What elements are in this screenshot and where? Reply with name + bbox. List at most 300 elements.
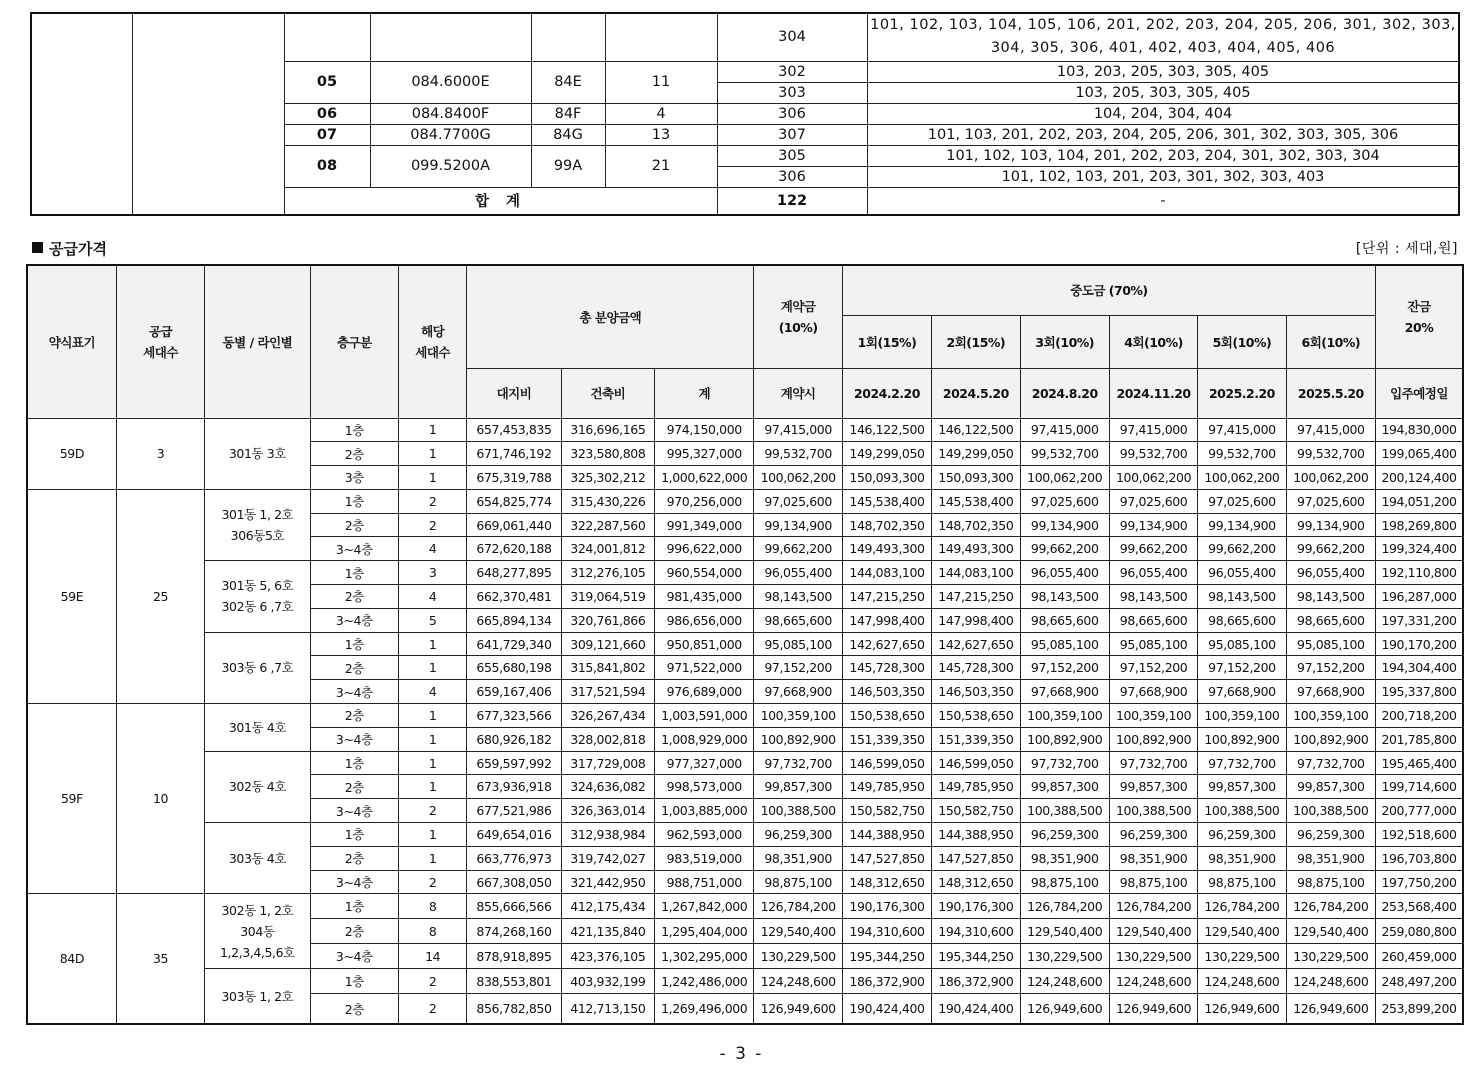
price-cell: 312,276,105 xyxy=(561,561,654,585)
table-row xyxy=(27,894,1463,919)
count-cell: 11 xyxy=(605,61,717,103)
price-cell: 96,259,300 xyxy=(1198,823,1286,847)
type-cell: 59E xyxy=(27,489,116,703)
count-cell: 13 xyxy=(605,124,717,145)
type-cell: 84F xyxy=(531,103,605,124)
header-type: 약식표기 xyxy=(27,265,116,418)
header-balance-when: 입주예정일 xyxy=(1376,368,1463,418)
units-cell: 1 xyxy=(399,704,467,728)
price-cell: 129,540,400 xyxy=(1109,919,1197,944)
price-cell: 99,662,200 xyxy=(1286,537,1375,561)
price-cell: 144,388,950 xyxy=(842,823,931,847)
type-cell: 84E xyxy=(531,61,605,103)
units-cell: 14 xyxy=(399,944,467,969)
price-cell: 201,785,800 xyxy=(1376,727,1463,751)
price-cell: 315,430,226 xyxy=(561,489,654,513)
price-cell: 655,680,198 xyxy=(467,656,561,680)
price-cell: 195,344,250 xyxy=(842,944,931,969)
dong-line-cell: 303동 1, 2호 xyxy=(205,969,310,1024)
units-cell: 1 xyxy=(399,727,467,751)
price-cell: 96,259,300 xyxy=(1020,823,1109,847)
supply-cell: 10 xyxy=(116,704,204,894)
price-cell: 99,532,700 xyxy=(1020,442,1109,466)
price-cell: 146,122,500 xyxy=(932,418,1020,442)
price-cell: 186,372,900 xyxy=(932,969,1020,994)
price-cell: 99,134,900 xyxy=(1198,513,1286,537)
dong-line-cell: 302동 4호 xyxy=(205,751,310,822)
price-cell: 970,256,000 xyxy=(655,489,754,513)
dong-line-cell: 302동 1, 2호 304동 1,2,3,4,5,6호 xyxy=(205,894,310,969)
price-cell: 98,143,500 xyxy=(1198,585,1286,609)
price-cell: 423,376,105 xyxy=(561,944,654,969)
price-cell: 100,892,900 xyxy=(1020,727,1109,751)
header-deposit: 계약금 (10%) xyxy=(754,265,842,368)
price-cell: 97,668,900 xyxy=(754,680,842,704)
floor-cell: 3~4층 xyxy=(310,680,398,704)
price-cell: 100,062,200 xyxy=(1020,466,1109,490)
model-code-cell: 099.5200A xyxy=(370,145,531,187)
price-cell: 98,143,500 xyxy=(1020,585,1109,609)
total-dong: - xyxy=(867,187,1459,215)
model-code-cell: 084.6000E xyxy=(370,61,531,103)
price-cell: 667,308,050 xyxy=(467,870,561,894)
header-total-price: 총 분양금액 xyxy=(467,265,754,368)
price-cell: 662,370,481 xyxy=(467,585,561,609)
price-cell: 1,242,486,000 xyxy=(655,969,754,994)
price-cell: 960,554,000 xyxy=(655,561,754,585)
price-cell: 148,312,650 xyxy=(842,870,931,894)
price-cell: 199,714,600 xyxy=(1376,775,1463,799)
blank-cell xyxy=(284,13,370,61)
price-cell: 326,363,014 xyxy=(561,799,654,823)
units-cell: 2 xyxy=(399,870,467,894)
price-cell: 96,055,400 xyxy=(1198,561,1286,585)
header-supply: 공급 세대수 xyxy=(116,265,204,418)
count-cell: 21 xyxy=(605,145,717,187)
header-d1: 2024.2.20 xyxy=(842,368,931,418)
header-floor: 층구분 xyxy=(310,265,398,418)
price-cell: 145,538,400 xyxy=(842,489,931,513)
price-cell: 99,857,300 xyxy=(1109,775,1197,799)
price-cell: 124,248,600 xyxy=(1198,969,1286,994)
price-cell: 995,327,000 xyxy=(655,442,754,466)
floor-cell: 1층 xyxy=(310,823,398,847)
price-cell: 151,339,350 xyxy=(932,727,1020,751)
price-cell: 309,121,660 xyxy=(561,632,654,656)
price-cell: 99,857,300 xyxy=(1198,775,1286,799)
price-cell: 192,110,800 xyxy=(1376,561,1463,585)
price-cell: 97,025,600 xyxy=(1286,489,1375,513)
price-cell: 99,857,300 xyxy=(1286,775,1375,799)
price-cell: 147,215,250 xyxy=(932,585,1020,609)
price-cell: 200,718,200 xyxy=(1376,704,1463,728)
price-cell: 324,001,812 xyxy=(561,537,654,561)
price-cell: 147,215,250 xyxy=(842,585,931,609)
price-cell: 151,339,350 xyxy=(842,727,931,751)
floor-cell: 3~4층 xyxy=(310,870,398,894)
price-cell: 98,875,100 xyxy=(1198,870,1286,894)
floor-cell: 1층 xyxy=(310,969,398,994)
price-cell: 96,259,300 xyxy=(1109,823,1197,847)
price-cell: 148,312,650 xyxy=(932,870,1020,894)
price-cell: 996,622,000 xyxy=(655,537,754,561)
price-cell: 126,784,200 xyxy=(1286,894,1375,919)
price-cell: 194,310,600 xyxy=(932,919,1020,944)
units-cell: 1 xyxy=(399,846,467,870)
price-cell: 150,538,650 xyxy=(842,704,931,728)
price-cell: 324,636,082 xyxy=(561,775,654,799)
floor-cell: 2층 xyxy=(310,846,398,870)
floor-cell: 2층 xyxy=(310,442,398,466)
floor-cell: 2층 xyxy=(310,994,398,1024)
price-cell: 100,062,200 xyxy=(1109,466,1197,490)
price-cell: 100,892,900 xyxy=(1109,727,1197,751)
price-cell: 98,875,100 xyxy=(1109,870,1197,894)
price-cell: 129,540,400 xyxy=(1286,919,1375,944)
price-cell: 259,080,800 xyxy=(1376,919,1463,944)
floor-cell: 2층 xyxy=(310,656,398,680)
price-cell: 97,025,600 xyxy=(1109,489,1197,513)
price-cell: 322,287,560 xyxy=(561,513,654,537)
unit-label: [단위 : 세대,원] xyxy=(1355,241,1458,257)
price-cell: 97,732,700 xyxy=(1109,751,1197,775)
price-cell: 403,932,199 xyxy=(561,969,654,994)
price-cell: 97,668,900 xyxy=(1109,680,1197,704)
price-cell: 97,668,900 xyxy=(1020,680,1109,704)
dong-cell: 307 xyxy=(717,124,867,145)
header-m6: 6회(10%) xyxy=(1286,315,1375,368)
price-cell: 144,388,950 xyxy=(932,823,1020,847)
price-cell: 253,899,200 xyxy=(1376,994,1463,1024)
price-cell: 654,825,774 xyxy=(467,489,561,513)
price-cell: 95,085,100 xyxy=(1109,632,1197,656)
price-cell: 145,728,300 xyxy=(842,656,931,680)
floor-cell: 3~4층 xyxy=(310,537,398,561)
price-cell: 98,351,900 xyxy=(1286,846,1375,870)
price-cell: 677,323,566 xyxy=(467,704,561,728)
price-cell: 1,008,929,000 xyxy=(655,727,754,751)
price-cell: 145,538,400 xyxy=(932,489,1020,513)
dong-line-cell: 303동 6 ,7호 xyxy=(205,632,310,703)
price-cell: 248,497,200 xyxy=(1376,969,1463,994)
price-cell: 150,093,300 xyxy=(842,466,931,490)
price-cell: 320,761,866 xyxy=(561,608,654,632)
price-cell: 195,465,400 xyxy=(1376,751,1463,775)
price-cell: 98,351,900 xyxy=(754,846,842,870)
price-cell: 99,134,900 xyxy=(1020,513,1109,537)
floor-cell: 1층 xyxy=(310,894,398,919)
units-cell: 1 xyxy=(399,823,467,847)
price-cell: 974,150,000 xyxy=(655,418,754,442)
floor-cell: 2층 xyxy=(310,513,398,537)
price-cell: 976,689,000 xyxy=(655,680,754,704)
price-cell: 129,540,400 xyxy=(1198,919,1286,944)
price-cell: 97,152,200 xyxy=(1109,656,1197,680)
price-cell: 100,062,200 xyxy=(1286,466,1375,490)
header-m3: 3회(10%) xyxy=(1020,315,1109,368)
price-cell: 998,573,000 xyxy=(655,775,754,799)
units-cell: 2 xyxy=(399,994,467,1024)
dong-cell: 306 xyxy=(717,166,867,187)
price-cell: 194,310,600 xyxy=(842,919,931,944)
price-cell: 100,359,100 xyxy=(1020,704,1109,728)
price-cell: 129,540,400 xyxy=(1020,919,1109,944)
price-cell: 146,599,050 xyxy=(932,751,1020,775)
dong-line-cell: 301동 1, 2호 306동5호 xyxy=(205,489,310,560)
price-cell: 98,143,500 xyxy=(1109,585,1197,609)
header-m5: 5회(10%) xyxy=(1198,315,1286,368)
price-cell: 328,002,818 xyxy=(561,727,654,751)
type-cell: 84D xyxy=(27,894,116,1024)
price-cell: 145,728,300 xyxy=(932,656,1020,680)
price-cell: 97,025,600 xyxy=(1198,489,1286,513)
price-cell: 126,949,600 xyxy=(754,994,842,1024)
price-cell: 99,662,200 xyxy=(1020,537,1109,561)
units-cell: 4 xyxy=(399,537,467,561)
model-no-cell: 07 xyxy=(284,124,370,145)
price-cell: 99,532,700 xyxy=(1109,442,1197,466)
price-cell: 878,918,895 xyxy=(467,944,561,969)
price-cell: 874,268,160 xyxy=(467,919,561,944)
units-cell: 3 xyxy=(399,561,467,585)
price-cell: 129,540,400 xyxy=(754,919,842,944)
price-cell: 675,319,788 xyxy=(467,466,561,490)
price-cell: 312,938,984 xyxy=(561,823,654,847)
dong-line-cell: 301동 5, 6호 302동 6 ,7호 xyxy=(205,561,310,632)
price-cell: 126,784,200 xyxy=(1109,894,1197,919)
price-cell: 316,696,165 xyxy=(561,418,654,442)
price-cell: 97,732,700 xyxy=(754,751,842,775)
supply-cell: 3 xyxy=(116,418,204,489)
price-cell: 97,025,600 xyxy=(1020,489,1109,513)
price-cell: 190,424,400 xyxy=(842,994,931,1024)
units-cell: 4 xyxy=(399,680,467,704)
price-cell: 950,851,000 xyxy=(655,632,754,656)
price-cell: 149,299,050 xyxy=(842,442,931,466)
price-cell: 186,372,900 xyxy=(842,969,931,994)
unit-list-cell: 101, 102, 103, 104, 105, 106, 201, 202, 203, 204, 205, 206, 301, 302, 303, 304, 305, 306, 401, 402, 403, 404, 405, 406 xyxy=(867,13,1459,61)
price-cell: 130,229,500 xyxy=(1286,944,1375,969)
price-cell: 98,665,600 xyxy=(1020,608,1109,632)
price-cell: 983,519,000 xyxy=(655,846,754,870)
price-cell: 126,949,600 xyxy=(1198,994,1286,1024)
floor-cell: 3~4층 xyxy=(310,944,398,969)
price-cell: 99,662,200 xyxy=(1109,537,1197,561)
price-cell: 97,415,000 xyxy=(1198,418,1286,442)
section-title: 공급가격 xyxy=(49,240,107,258)
unit-list-cell: 101, 103, 201, 202, 203, 204, 205, 206, 301, 302, 303, 305, 306 xyxy=(867,124,1459,145)
price-cell: 200,777,000 xyxy=(1376,799,1463,823)
header-d5: 2025.2.20 xyxy=(1198,368,1286,418)
price-cell: 1,302,295,000 xyxy=(655,944,754,969)
price-cell: 150,582,750 xyxy=(932,799,1020,823)
units-cell: 2 xyxy=(399,969,467,994)
price-cell: 98,665,600 xyxy=(1109,608,1197,632)
blank-cell xyxy=(605,13,717,61)
header-units: 해당 세대수 xyxy=(399,265,467,418)
price-cell: 986,656,000 xyxy=(655,608,754,632)
header-d4: 2024.11.20 xyxy=(1109,368,1197,418)
price-cell: 98,665,600 xyxy=(1286,608,1375,632)
price-cell: 100,359,100 xyxy=(1198,704,1286,728)
price-cell: 144,083,100 xyxy=(932,561,1020,585)
price-cell: 148,702,350 xyxy=(932,513,1020,537)
price-cell: 97,152,200 xyxy=(1198,656,1286,680)
price-cell: 149,493,300 xyxy=(932,537,1020,561)
price-cell: 144,083,100 xyxy=(842,561,931,585)
price-cell: 97,415,000 xyxy=(1109,418,1197,442)
price-cell: 148,702,350 xyxy=(842,513,931,537)
units-cell: 1 xyxy=(399,442,467,466)
total-label: 합 계 xyxy=(284,187,717,215)
price-cell: 665,894,134 xyxy=(467,608,561,632)
supply-price-table xyxy=(26,264,1464,1025)
supply-cell: 35 xyxy=(116,894,204,1024)
header-d6: 2025.5.20 xyxy=(1286,368,1375,418)
price-cell: 649,654,016 xyxy=(467,823,561,847)
floor-cell: 1층 xyxy=(310,489,398,513)
price-table-body xyxy=(27,418,1463,1024)
price-cell: 97,415,000 xyxy=(754,418,842,442)
price-cell: 323,580,808 xyxy=(561,442,654,466)
price-cell: 150,538,650 xyxy=(932,704,1020,728)
units-cell: 4 xyxy=(399,585,467,609)
dong-cell: 305 xyxy=(717,145,867,166)
header-deposit-when: 계약시 xyxy=(754,368,842,418)
blank-cell xyxy=(531,13,605,61)
price-cell: 147,998,400 xyxy=(842,608,931,632)
price-cell: 99,134,900 xyxy=(1109,513,1197,537)
floor-cell: 2층 xyxy=(310,704,398,728)
unit-list-cell: 101, 102, 103, 201, 203, 301, 302, 303, 403 xyxy=(867,166,1459,187)
price-cell: 412,175,434 xyxy=(561,894,654,919)
price-cell: 150,582,750 xyxy=(842,799,931,823)
model-code-cell: 084.7700G xyxy=(370,124,531,145)
model-no-cell: 08 xyxy=(284,145,370,187)
model-code-cell: 084.8400F xyxy=(370,103,531,124)
table-row xyxy=(27,704,1463,728)
price-cell: 98,875,100 xyxy=(754,870,842,894)
price-cell: 96,259,300 xyxy=(1286,823,1375,847)
square-bullet-icon xyxy=(32,242,43,253)
price-cell: 319,064,519 xyxy=(561,585,654,609)
price-cell: 100,062,200 xyxy=(754,466,842,490)
price-cell: 988,751,000 xyxy=(655,870,754,894)
price-cell: 197,331,200 xyxy=(1376,608,1463,632)
price-cell: 100,892,900 xyxy=(1286,727,1375,751)
price-cell: 98,665,600 xyxy=(1198,608,1286,632)
price-cell: 977,327,000 xyxy=(655,751,754,775)
price-cell: 190,176,300 xyxy=(842,894,931,919)
price-cell: 421,135,840 xyxy=(561,919,654,944)
dong-line-cell: 303동 4호 xyxy=(205,823,310,894)
price-cell: 673,936,918 xyxy=(467,775,561,799)
price-cell: 97,668,900 xyxy=(1286,680,1375,704)
type-cell: 59D xyxy=(27,418,116,489)
header-balance: 잔금 20% xyxy=(1376,265,1463,368)
price-cell: 98,351,900 xyxy=(1020,846,1109,870)
table-row xyxy=(27,823,1463,847)
price-cell: 321,442,950 xyxy=(561,870,654,894)
table-row xyxy=(27,632,1463,656)
price-cell: 100,388,500 xyxy=(754,799,842,823)
price-cell: 98,143,500 xyxy=(1286,585,1375,609)
price-cell: 98,875,100 xyxy=(1286,870,1375,894)
price-cell: 1,269,496,000 xyxy=(655,994,754,1024)
price-cell: 99,857,300 xyxy=(754,775,842,799)
dong-cell: 303 xyxy=(717,82,867,103)
price-cell: 97,732,700 xyxy=(1020,751,1109,775)
price-cell: 126,949,600 xyxy=(1020,994,1109,1024)
table-row xyxy=(31,13,1459,61)
price-cell: 99,662,200 xyxy=(1198,537,1286,561)
price-cell: 97,025,600 xyxy=(754,489,842,513)
price-cell: 669,061,440 xyxy=(467,513,561,537)
floor-cell: 1층 xyxy=(310,632,398,656)
price-cell: 319,742,027 xyxy=(561,846,654,870)
price-cell: 126,784,200 xyxy=(1198,894,1286,919)
table-row xyxy=(27,418,1463,442)
price-cell: 190,176,300 xyxy=(932,894,1020,919)
price-cell: 146,122,500 xyxy=(842,418,931,442)
price-cell: 100,359,100 xyxy=(1286,704,1375,728)
unit-list-cell: 103, 205, 303, 305, 405 xyxy=(867,82,1459,103)
dong-cell: 304 xyxy=(717,13,867,61)
price-cell: 130,229,500 xyxy=(1109,944,1197,969)
price-cell: 130,229,500 xyxy=(1020,944,1109,969)
price-cell: 95,085,100 xyxy=(1020,632,1109,656)
price-cell: 190,424,400 xyxy=(932,994,1020,1024)
price-cell: 124,248,600 xyxy=(1286,969,1375,994)
supply-cell: 25 xyxy=(116,489,204,703)
dong-cell: 302 xyxy=(717,61,867,82)
price-cell: 195,344,250 xyxy=(932,944,1020,969)
units-cell: 1 xyxy=(399,632,467,656)
units-cell: 2 xyxy=(399,799,467,823)
type-cell: 99A xyxy=(531,145,605,187)
header-land: 대지비 xyxy=(467,368,561,418)
price-cell: 199,065,400 xyxy=(1376,442,1463,466)
price-cell: 97,152,200 xyxy=(754,656,842,680)
price-cell: 659,167,406 xyxy=(467,680,561,704)
units-cell: 8 xyxy=(399,894,467,919)
price-cell: 100,388,500 xyxy=(1198,799,1286,823)
price-cell: 325,302,212 xyxy=(561,466,654,490)
price-cell: 95,085,100 xyxy=(1198,632,1286,656)
table-row xyxy=(27,489,1463,513)
units-cell: 1 xyxy=(399,775,467,799)
floor-cell: 2층 xyxy=(310,585,398,609)
price-cell: 663,776,973 xyxy=(467,846,561,870)
price-cell: 962,593,000 xyxy=(655,823,754,847)
price-cell: 98,351,900 xyxy=(1198,846,1286,870)
price-cell: 96,055,400 xyxy=(754,561,842,585)
price-cell: 126,784,200 xyxy=(754,894,842,919)
price-cell: 315,841,802 xyxy=(561,656,654,680)
floor-cell: 3~4층 xyxy=(310,799,398,823)
price-cell: 149,299,050 xyxy=(932,442,1020,466)
units-cell: 1 xyxy=(399,466,467,490)
units-cell: 1 xyxy=(399,418,467,442)
price-cell: 198,269,800 xyxy=(1376,513,1463,537)
price-cell: 100,359,100 xyxy=(754,704,842,728)
header-middle: 중도금 (70%) xyxy=(842,265,1375,315)
price-cell: 196,703,800 xyxy=(1376,846,1463,870)
price-cell: 96,055,400 xyxy=(1286,561,1375,585)
price-cell: 98,875,100 xyxy=(1020,870,1109,894)
floor-cell: 2층 xyxy=(310,919,398,944)
header-dong: 동별 / 라인별 xyxy=(205,265,310,418)
